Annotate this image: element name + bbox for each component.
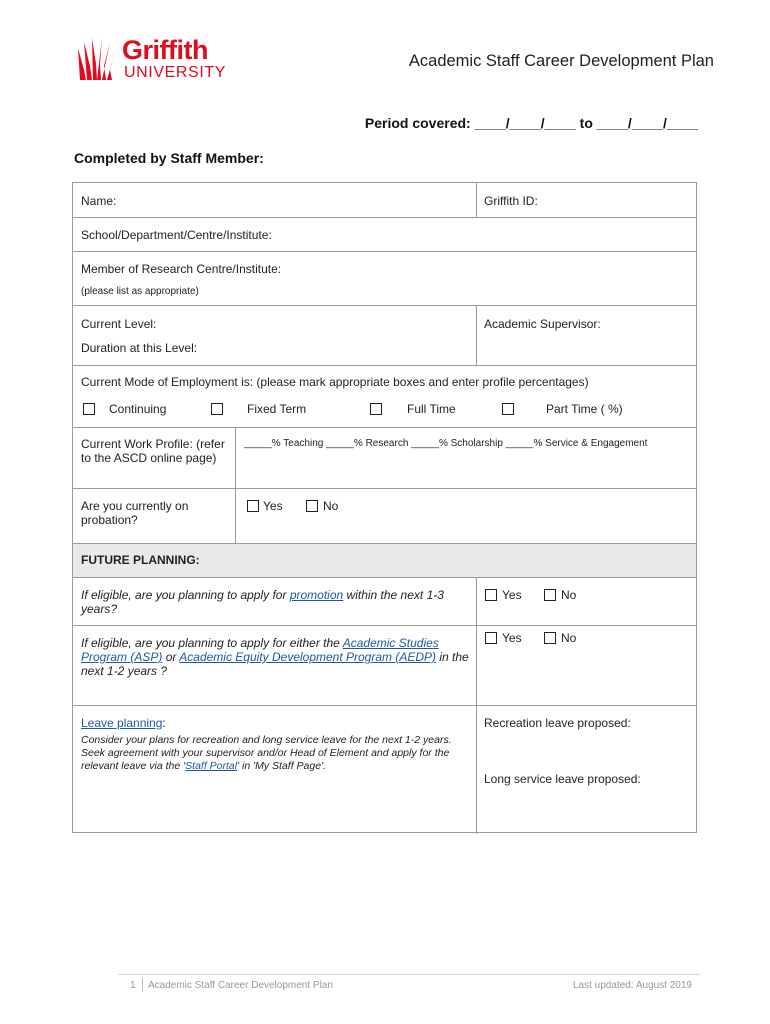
full-time-label: Full Time	[407, 402, 456, 416]
col-divider	[476, 305, 477, 365]
future-planning-heading: FUTURE PLANNING:	[81, 553, 200, 567]
academic-supervisor-label: Academic Supervisor:	[484, 317, 601, 331]
row-divider	[73, 251, 696, 252]
promotion-link[interactable]: promotion	[289, 588, 344, 602]
promotion-yes-label: Yes	[502, 588, 522, 602]
probation-yes-label: Yes	[263, 499, 283, 513]
document-title: Academic Staff Career Development Plan	[408, 52, 714, 70]
name-label: Name:	[81, 194, 117, 208]
part-time-label: Part Time ( %)	[546, 402, 623, 416]
col-divider	[476, 577, 477, 834]
recreation-leave-label: Recreation leave proposed:	[484, 716, 631, 730]
leave-description	[81, 734, 469, 773]
section-label: Completed by Staff Member:	[74, 150, 264, 166]
asp-q-text-end: in the next 1-2 years ?	[81, 650, 469, 678]
work-profile-fields[interactable]: _____% Teaching _____% Research _____% Scholarship _____% Service & Engagement	[244, 438, 648, 449]
promotion-no-label: No	[561, 588, 577, 602]
footer-divider	[142, 978, 143, 992]
probation-yes-checkbox[interactable]	[247, 500, 259, 512]
duration-label: Duration at this Level:	[81, 341, 198, 355]
probation-label: Are you currently on probation?	[81, 499, 189, 527]
promotion-q-text-end: within the next 1-3 years?	[81, 588, 444, 616]
logo-university-text: UNIVERSITY	[124, 64, 227, 81]
school-label: School/Department/Centre/Institute:	[81, 228, 272, 242]
row-divider	[73, 705, 696, 706]
research-centre-hint: (please list as appropriate)	[81, 286, 199, 297]
row-divider	[73, 543, 696, 544]
row-divider	[73, 217, 696, 218]
work-profile-label: Current Work Profile: (refer to the ASCD online page)	[81, 437, 225, 465]
aedp-link[interactable]: Academic Equity Development Program (AEDP)	[179, 650, 437, 664]
leave-planning-heading	[81, 716, 166, 730]
asp-no-checkbox[interactable]	[544, 632, 556, 644]
row-divider	[73, 427, 696, 428]
staff-portal-link[interactable]: Staff Portal	[185, 760, 238, 772]
row-divider	[73, 488, 696, 489]
page-footer	[118, 974, 700, 994]
griffith-flame-icon	[74, 36, 120, 82]
griffith-university-logo	[74, 36, 254, 82]
promotion-yes-checkbox[interactable]	[485, 589, 497, 601]
asp-q-mid: or	[162, 650, 180, 664]
current-level-label: Current Level:	[81, 317, 157, 331]
continuing-checkbox[interactable]	[83, 403, 95, 415]
research-centre-label: Member of Research Centre/Institute:	[81, 262, 282, 276]
promotion-q-text: If eligible, are you planning to apply for	[81, 588, 290, 602]
asp-link[interactable]: Academic Studies Program (ASP)	[81, 636, 439, 664]
asp-yes-label: Yes	[502, 631, 522, 645]
fixed-term-checkbox[interactable]	[211, 403, 223, 415]
logo-griffith-text: Griffith	[122, 35, 208, 65]
leave-planning-link[interactable]: Leave planning	[81, 716, 163, 730]
part-time-checkbox[interactable]	[502, 403, 514, 415]
leave-planning-colon: :	[162, 716, 166, 730]
row-divider	[73, 577, 696, 578]
row-divider	[73, 625, 696, 626]
full-time-checkbox[interactable]	[370, 403, 382, 415]
col-divider	[235, 427, 236, 543]
promotion-question	[81, 588, 469, 616]
griffith-id-label: Griffith ID:	[484, 194, 538, 208]
asp-question	[81, 636, 473, 678]
mode-label: Current Mode of Employment is: (please mark appropriate boxes and enter profile percentages)	[81, 375, 589, 389]
promotion-no-checkbox[interactable]	[544, 589, 556, 601]
fixed-term-label: Fixed Term	[247, 402, 307, 416]
col-divider	[476, 183, 477, 217]
probation-no-label: No	[323, 499, 339, 513]
row-divider	[73, 305, 696, 306]
asp-no-label: No	[561, 631, 577, 645]
period-covered: Period covered: ____/____/____ to ____/____/____	[364, 115, 698, 131]
footer-last-updated: Last updated: August 2019	[573, 980, 692, 991]
leave-desc-text: Consider your plans for recreation and long service leave for the next 1-2 years. Seek agreement with your supervisor and/or Head of Element and apply for the relevant leave via the '	[81, 734, 452, 772]
asp-yes-checkbox[interactable]	[485, 632, 497, 644]
footer-doc-title: Academic Staff Career Development Plan	[148, 980, 333, 991]
page-number: 1	[130, 980, 136, 991]
asp-q-text: If eligible, are you planning to apply for either the	[81, 636, 343, 650]
long-service-leave-label: Long service leave proposed:	[484, 772, 641, 786]
continuing-label: Continuing	[109, 402, 167, 416]
probation-no-checkbox[interactable]	[306, 500, 318, 512]
staff-form	[72, 182, 697, 833]
row-divider	[73, 365, 696, 366]
leave-desc-text-end: ' in 'My Staff Page'.	[237, 760, 326, 772]
